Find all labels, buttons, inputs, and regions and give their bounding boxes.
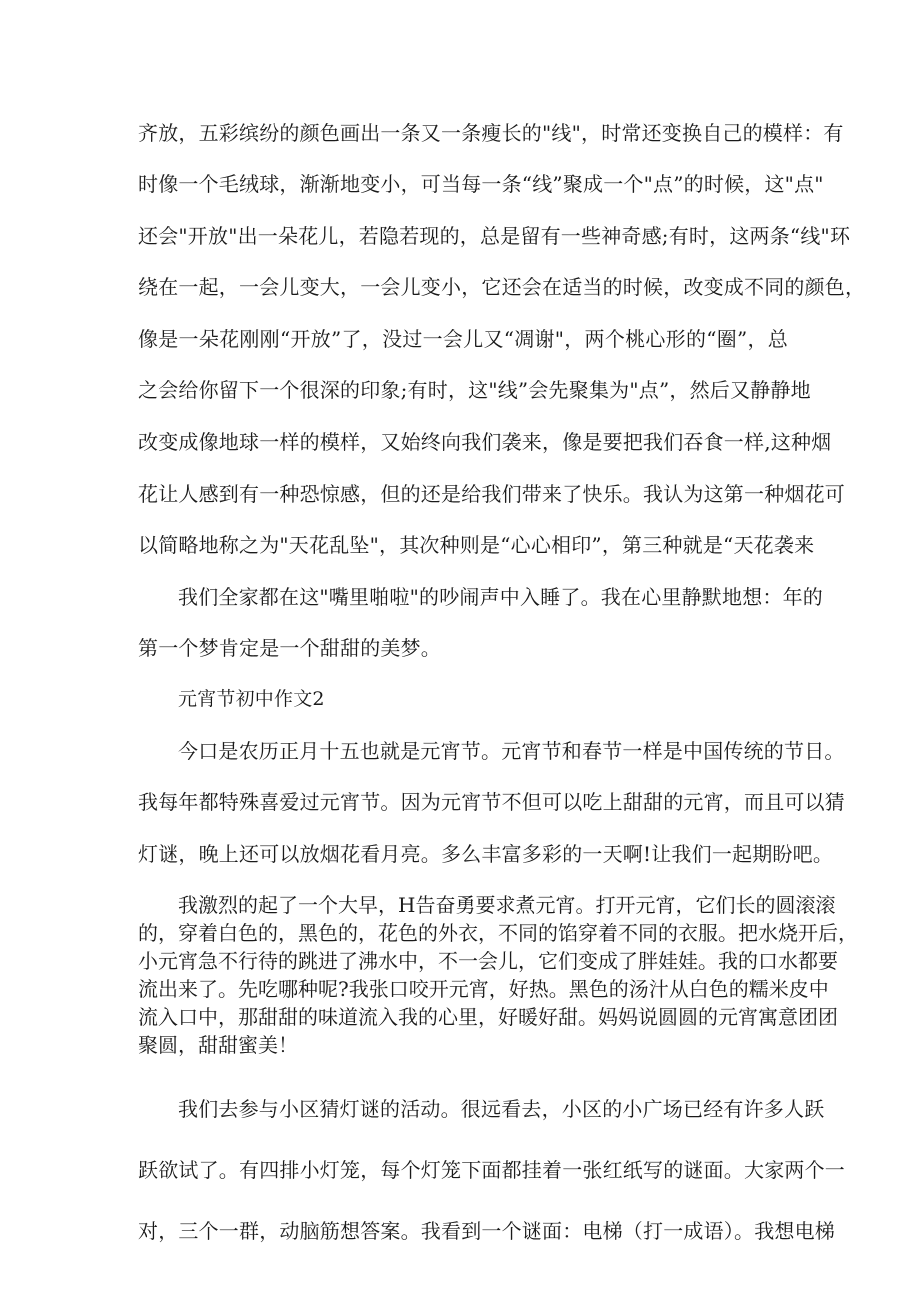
text-line: 齐放，五彩缤纷的颜色画出一条又一条瘦长的"线"，时常还变换自己的模样：有 bbox=[138, 121, 844, 145]
text-line: 我们全家都在这"嘴里啪啦"的吵闹声中入睡了。我在心里静默地想：年的 bbox=[178, 585, 823, 609]
text-line: 我们去参与小区猜灯谜的活动。很远看去，小区的小广场已经有许多人跃 bbox=[178, 1097, 825, 1121]
text-line: 花让人感到有一种恐惊感，但的还是给我们带来了快乐。我认为这第一种烟花可 bbox=[138, 482, 845, 506]
text-line: 今口是农历正月十五也就是元宵节。元宵节和春节一样是中国传统的节日。 bbox=[178, 739, 845, 763]
text-line: 小元宵急不行待的跳进了沸水中，不一会儿，它们变成了胖娃娃。我的口水都要 bbox=[138, 949, 838, 973]
text-line: 第一个梦肯定是一个甜甜的美梦。 bbox=[138, 636, 441, 660]
text-line: 像是一朵花刚刚“开放”了，没过一会儿又“凋谢"，两个桃心形的“圈”，总 bbox=[138, 327, 788, 351]
text-line: 时像一个毛绒球，渐渐地变小，可当每一条“线”聚成一个"点”的时候，这"点" bbox=[138, 172, 824, 196]
text-line: 聚圆，甜甜蜜美！ bbox=[138, 1033, 298, 1057]
text-line: 的，穿着白色的，黑色的，花色的外衣，不同的馅穿着不同的衣服。把水烧开后， bbox=[138, 921, 858, 945]
paragraph-dense bbox=[138, 891, 858, 1059]
text-line: 之会给你留下一个很深的印象;有时，这"线”会先聚集为"点”，然后又静静地 bbox=[138, 378, 811, 402]
section-heading: 元宵节初中作文2 bbox=[178, 688, 325, 710]
text-line: 还会"开放"出一朵花儿，若隐若现的，总是留有一些神奇感;有时，这两条“线"环 bbox=[138, 224, 851, 248]
text-line: 我每年都特殊喜爱过元宵节。因为元宵节不但可以吃上甜甜的元宵，而且可以猜 bbox=[138, 790, 845, 814]
text-line: 改变成像地球一样的模样，又始终向我们袭来，像是要把我们吞食一样,这种烟 bbox=[138, 430, 832, 454]
text-line: 绕在一起，一会儿变大，一会儿变小，它还会在适当的时候，改变成不同的颜色， bbox=[138, 275, 866, 299]
text-line: 对，三个一群，动脑筋想答案。我看到一个谜面：电梯（打一成语）。我想电梯 bbox=[138, 1219, 835, 1243]
text-line: 跃欲试了。有四排小灯笼，每个灯笼下面都挂着一张红纸写的谜面。大家两个一 bbox=[138, 1158, 845, 1182]
text-line: 灯谜，晚上还可以放烟花看月亮。多么丰富多彩的一天啊!让我们一起期盼吧。 bbox=[138, 842, 834, 866]
text-line: 以简略地称之为"天花乱坠"，其次种则是“心心相印”，第三种就是“天花袭来 bbox=[138, 533, 815, 557]
text-line: 流入口中，那甜甜的味道流入我的心里，好暖好甜。妈妈说圆圆的元宵寓意团团 bbox=[138, 1005, 838, 1029]
text-line: 流出来了。先吃哪种呢?我张口咬开元宵，好热。黑色的汤汁从白色的糯米皮中 bbox=[138, 977, 829, 1001]
text-line: 我激烈的起了一个大早，H告奋勇要求煮元宵。打开元宵，它们长的圆滚滚 bbox=[178, 893, 836, 917]
